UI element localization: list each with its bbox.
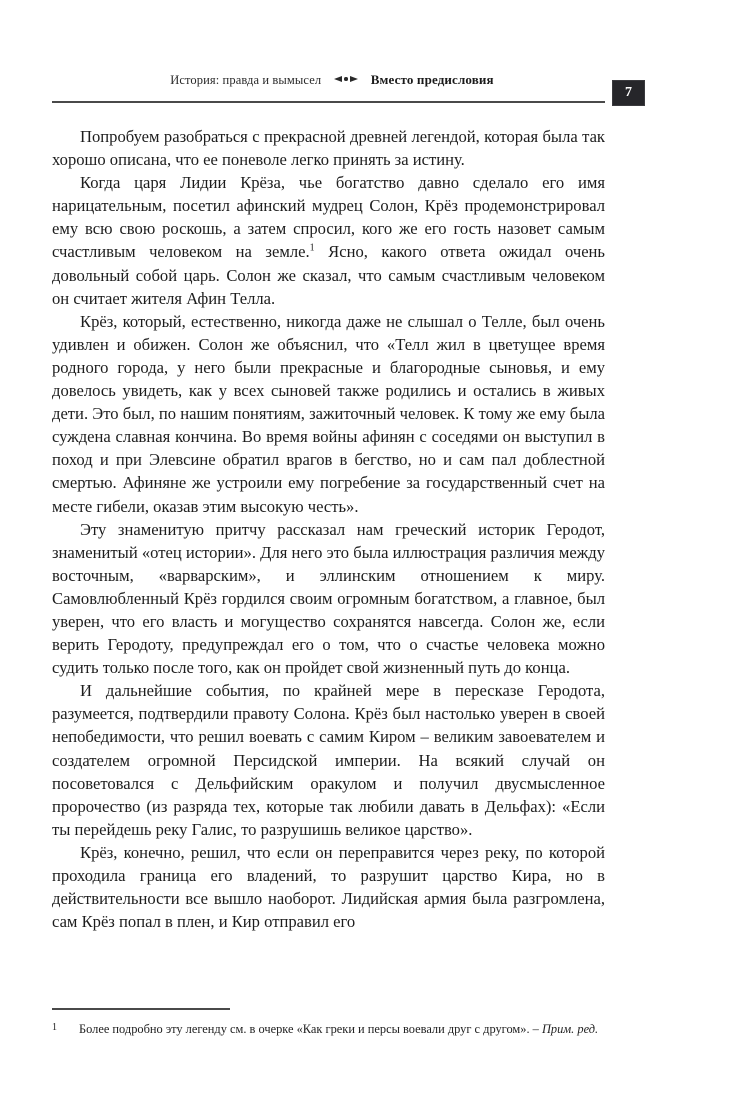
page-number-badge: 7 [612,80,645,106]
paragraph-2-continuation: Ясно, какого ответа ожидал очень довольный собой царь. Солон же сказал, что самым счастливым человеком он считает жителя Афин Телла. [52,242,606,308]
paragraph-2 [52,171,605,310]
paragraph-2-text: Когда царя Лидии Крёза, чье богатство давно сделало его имя нарицательным, посетил афинский мудрец Солон, Крёз продемонстрировал ему всю свою роскошь, а затем спросил, кого же его гость назовет самым счастливым человеком на земле. [52,173,605,262]
paragraph-4: Эту знаменитую притчу рассказал нам греческий историк Геродот, знаменитый «отец истории». Для него это была иллюстрация различия между восточным, «варварским», и эллинским отношением к миру. Самовлюбленный Крёз гордился своим огромным богатством, а главное, был уверен, что его власть и могущество сохранятся навсегда. Солон же, если верить Геродоту, предупреждал его о том, что о счастье человека можно судить только после того, как он пройдет свой жизненный путь до конца. [52,519,605,678]
running-head-inner [170,72,494,88]
header-divider [52,101,605,103]
paragraph-1: Попробуем разобраться с прекрасной древней легендой, которая была так хорошо описана, что ее поневоле легко принять за истину. [52,127,605,170]
paragraph-5: И дальнейшие события, по крайней мере в пересказе Геродота, разумеется, подтвердили правоту Солона. Крёз был настолько уверен в своей непобедимости, что решил воевать с самим Киром – великим завоевателем и создателем огромной Персидской империи. На всякий случай он посоветовался с Дельфийским оракулом и получил двусмысленное пророчество (из разряда тех, которые так любили давать в Дельфах): «Если ты перейдешь реку Галис, то разрушишь великое царство». [52,681,605,839]
footnote-reference-marker[interactable]: 1 [309,242,315,254]
footnote-attribution: Прим. ред. [541,1021,599,1036]
footnote-text [79,1021,605,1038]
paragraph-3: Крёз, который, естественно, никогда даже не слышал о Телле, был очень удивлен и обижен. Солон же объяснил, что «Телл жил в цветущее время родного города, у него были прекрасные и благородные сыновья, и ему довелось увидеть, как у всех сыновей также родились и остались в живых дети. Это был, по нашим понятиям, зажиточный человек. К тому же ему была суждена славная кончина. Во время войны афинян с соседями он выступил в поход и при Элевсине обратил врагов в бегство, но и сам пал доблестной смертью. Афиняне же устроили ему погребение за государственный счет на месте гибели, оказав этим высокую честь». [52,311,605,516]
double-arrow-ornament-icon [334,76,358,82]
footnote-marker: 1 [52,1021,57,1033]
footnote-block [52,1008,605,1038]
running-head-book-title: История: правда и вымысел [170,73,322,87]
ornament-right-arrow-icon [350,76,358,82]
running-head [52,72,702,92]
ornament-left-arrow-icon [334,76,342,82]
footnote-body [52,1021,605,1038]
ornament-dot-icon [344,77,348,81]
footnote-main-text: Более подробно эту легенду см. в очерке «Как греки и персы воевали друг с другом». – [79,1021,542,1036]
footnote-divider [52,1008,230,1010]
running-head-section-title: Вместо предисловия [370,72,494,87]
body-text-column [52,125,605,933]
paragraph-6: Крёз, конечно, решил, что если он переправится через реку, по которой проходила граница его владений, то разрушит царство Кира, но в действительности все вышло наоборот. Лидийская армия была разгромлена, сам Крёз попал в плен, и Кир отправил его [52,842,605,932]
